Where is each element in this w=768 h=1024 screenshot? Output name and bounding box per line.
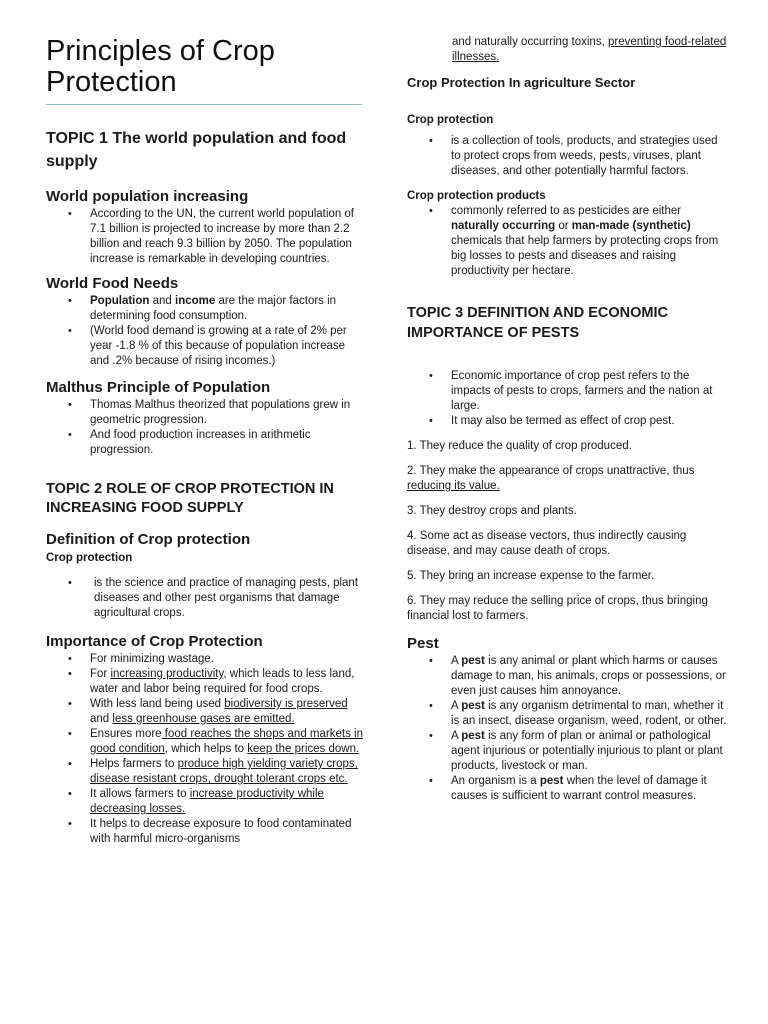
list-item: • According to the UN, the current world population of 7.1 billion is projected to increase by more than 2.2 billion and reach 9.3 billion by 2050. The population increase is remarkable in developing countries. [46,207,364,267]
crop-protection-products-list [407,204,727,279]
list-item: • A pest is any form of plan or animal or pathological agent injurious or potentially injurious to plant or plant products, livestock or man. [407,729,727,774]
topic-3-heading: TOPIC 3 DEFINITION AND ECONOMIC IMPORTANCE OF PESTS [407,305,669,341]
world-food-needs-heading: World Food Needs [46,275,179,292]
crop-protection-products-subheading: Crop protection products [407,190,546,202]
list-item: • It may also be termed as effect of crop pest. [407,414,727,429]
list-item: • With less land being used biodiversity is preserved and less greenhouse gases are emitted. [46,697,364,727]
list-item: • It helps to decrease exposure to food contaminated with harmful micro-organisms [46,817,364,847]
title-divider [46,104,362,105]
list-item: • Population and income are the major factors in determining food consumption. [46,294,364,324]
list-item: • A pest is any animal or plant which harms or causes damage to man, his animals, crops or possessions, or even just causes him annoyance. [407,654,727,699]
crop-protection-list [407,134,727,179]
importance-list [46,652,364,847]
definition-subheading: Crop protection [46,552,133,564]
topic-2-heading: TOPIC 2 ROLE OF CROP PROTECTION IN INCREASING FOOD SUPPLY [46,481,334,516]
list-item: • Economic importance of crop pest refers to the impacts of pests to crops, farmers and the nation at large. [407,369,727,414]
list-item: • A pest is any organism detrimental to man, whether it is an insect, disease organism, weed, rodent, or other. [407,699,727,729]
effect-4: 4. Some act as disease vectors, thus indirectly causing disease, and may cause death of crops. [407,530,687,557]
continued-text: and naturally occurring toxins, preventing food-related illnesses. [452,36,727,63]
sector-heading: Crop Protection In agriculture Sector [407,75,636,90]
list-item: • is a collection of tools, products, and strategies used to protect crops from weeds, pests, viruses, plant diseases, and other potentially harmful factors. [407,134,727,179]
list-item: • And food production increases in arithmetic progression. [46,428,364,458]
list-item: • is the science and practice of managing pests, plant diseases and other pest organisms that damage agricultural crops. [46,576,364,621]
pest-heading: Pest [407,635,439,652]
definition-list [46,576,364,621]
list-item: • Helps farmers to produce high yielding variety crops, disease resistant crops, drought tolerant crops etc. [46,757,364,787]
list-item: • For increasing productivity, which leads to less land, water and labor being required for food crops. [46,667,364,697]
effect-2: 2. They make the appearance of crops unattractive, thus reducing its value. [407,465,695,492]
world-population-list [46,207,364,267]
effect-3: 3. They destroy crops and plants. [407,505,577,517]
list-item: • (World food demand is growing at a rate of 2% per year -1.8 % of this because of population increase and .2% because of rising incomes.) [46,324,364,369]
world-population-heading: World population increasing [46,188,249,205]
right-column [407,0,727,804]
pest-list [407,654,727,804]
list-item: • It allows farmers to increase productivity while decreasing losses. [46,787,364,817]
list-item: • For minimizing wastage. [46,652,364,667]
malthus-heading: Malthus Principle of Population [46,379,271,396]
topic-1-heading: TOPIC 1 The world population and food supply [46,130,347,170]
effect-5: 5. They bring an increase expense to the farmer. [407,570,655,582]
list-item: • Ensures more food reaches the shops and markets in good condition, which helps to keep the prices down. [46,727,364,757]
list-item: • Thomas Malthus theorized that populations grew in geometric progression. [46,398,364,428]
left-column [46,0,364,847]
effect-1: 1. They reduce the quality of crop produced. [407,440,632,452]
effect-6: 6. They may reduce the selling price of crops, thus bringing financial lost to farmers. [407,595,708,622]
malthus-list [46,398,364,458]
list-item: • An organism is a pest when the level of damage it causes is sufficient to warrant control measures. [407,774,727,804]
list-item: • commonly referred to as pesticides are either naturally occurring or man-made (synthetic) chemicals that help farmers by protecting crops from big losses to pests and diseases and raising productivity per hectare. [407,204,727,279]
world-food-needs-list [46,294,364,369]
document-title: Principles of Crop Protection [46,35,275,98]
importance-heading: Importance of Crop Protection [46,633,263,650]
definition-heading: Definition of Crop protection [46,531,251,548]
crop-protection-subheading: Crop protection [407,114,494,126]
economic-importance-list [407,369,727,429]
